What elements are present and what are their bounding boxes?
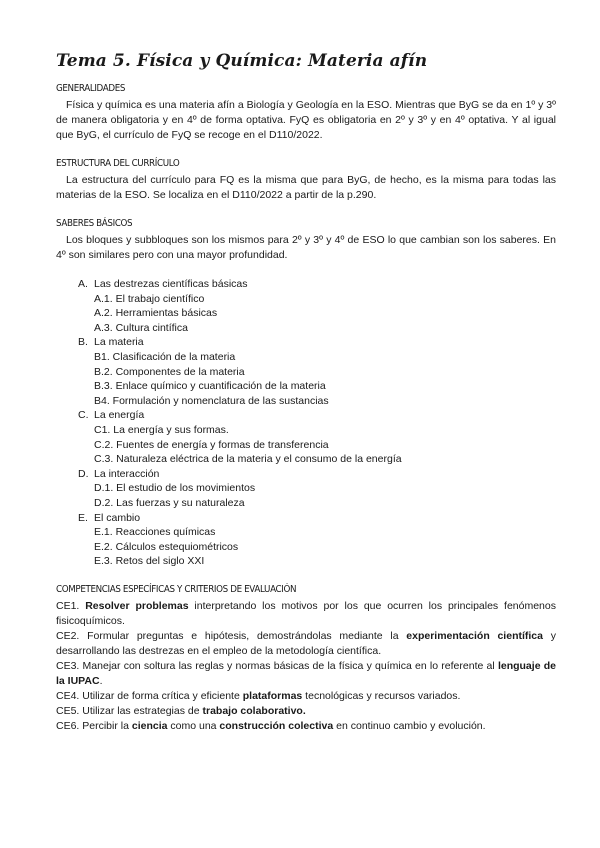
ce1-item (56, 599, 556, 629)
ce6-prefix: CE6. Percibir la (56, 719, 132, 732)
block-label: La interacción (94, 467, 160, 480)
paragraph-generalidades: Física y química es una materia afín a Biología y Geología en la ESO. Mientras que ByG se da en 1º y 3º de manera obligatoria y en 4º de forma optativa. FyQ es obligatoria en 2º y 3º y en 4º optativa. Y al igual que ByG, el currículo de FyQ se recoge en el D110/2022. (56, 99, 556, 141)
block-letter: E. (78, 511, 88, 524)
heading-competencias: COMPETENCIAS ESPECÍFICAS Y CRITERIOS DE EVALUACIÓN (56, 583, 297, 595)
ce3-rest: . (99, 674, 103, 687)
ce6-item (56, 719, 556, 734)
ce6-rest: en continuo cambio y evolución. (333, 719, 486, 732)
block-label: La energía (94, 409, 145, 422)
sub-item: D.2. Las fuerzas y su naturaleza (94, 496, 245, 509)
ce4-keyword: plataformas (242, 689, 303, 702)
ce1-keyword: Resolver problemas (85, 599, 189, 612)
block-label: Las destrezas científicas básicas (94, 278, 248, 290)
ce4-prefix: CE4. Utilizar de forma crítica y eficiente (56, 689, 243, 702)
sub-item: E.3. Retos del siglo XXI (94, 555, 205, 568)
sub-item: A.2. Herramientas básicas (94, 307, 218, 320)
ce3-item (56, 659, 556, 689)
ce5-keyword: trabajo colaborativo. (202, 704, 306, 717)
ce6-keyword-2: construcción colectiva (219, 719, 334, 732)
saberes-block-list (56, 277, 556, 569)
document-page (56, 50, 556, 734)
block-letter: D. (78, 467, 89, 480)
ce6-middle: como una (167, 719, 220, 732)
sub-item: D.1. El estudio de los movimientos (94, 482, 256, 495)
heading-estructura: ESTRUCTURA DEL CURRÍCULO (56, 158, 180, 169)
sub-item: C.2. Fuentes de energía y formas de transferencia (94, 438, 329, 451)
ce5-prefix: CE5. Utilizar las estrategias de (56, 704, 203, 717)
sub-item: C.3. Naturaleza eléctrica de la materia y el consumo de la energía (94, 453, 402, 466)
block-letter: B. (78, 336, 88, 349)
ce4-item (56, 689, 556, 704)
sub-item: A.1. El trabajo científico (94, 292, 205, 305)
ce2-item (56, 629, 556, 659)
page-title: Tema 5. Física y Química: Materia afín (56, 51, 428, 71)
block-e (78, 511, 556, 569)
block-c (78, 408, 556, 466)
block-a (78, 277, 556, 335)
ce3-prefix: CE3. Manejar con soltura las reglas y normas básicas de la física y química en lo referente al (56, 659, 498, 672)
ce2-prefix: CE2. Formular preguntas e hipótesis, demostrándolas mediante la (56, 629, 407, 642)
block-letter: A. (78, 278, 88, 290)
sub-item: E.2. Cálculos estequiométricos (94, 540, 239, 553)
ce6-keyword: ciencia (131, 719, 168, 732)
sub-item: B.3. Enlace químico y cuantificación de la materia (94, 380, 326, 393)
block-d (78, 467, 556, 511)
block-letter: C. (78, 409, 89, 422)
sub-item: E.1. Reacciones químicas (94, 526, 216, 539)
block-label: La materia (94, 336, 144, 349)
paragraph-estructura: La estructura del currículo para FQ es la misma que para ByG, de hecho, es la misma para todas las materias de la ESO. Se localiza en el D110/2022 a partir de la p.290. (56, 174, 556, 201)
ce2-rest: y desarrollando las destrezas en el empleo de la metodología científica. (56, 629, 556, 657)
block-b (78, 335, 556, 408)
competencias-list (56, 599, 556, 734)
ce5-item (56, 704, 556, 719)
sub-item: B1. Clasificación de la materia (94, 350, 236, 363)
ce2-keyword: experimentación científica (406, 629, 543, 642)
paragraph-saberes: Los bloques y subbloques son los mismos para 2º y 3º y 4º de ESO lo que cambian son los saberes. En 4º son similares pero con una mayor profundidad. (56, 234, 556, 261)
ce1-rest: interpretando los motivos por los que ocurren los principales fenómenos fisicoquímicos. (56, 599, 556, 627)
sub-item: A.3. Cultura cintífica (94, 321, 188, 334)
ce3-keyword: lenguaje de la IUPAC (56, 659, 557, 687)
ce4-rest: tecnológicas y recursos variados. (302, 689, 461, 702)
sub-item: B4. Formulación y nomenclatura de las sustancias (94, 394, 329, 407)
heading-generalidades: GENERALIDADES (56, 83, 126, 94)
heading-saberes: SABERES BÁSICOS (56, 218, 133, 229)
sub-item: C1. La energía y sus formas. (94, 423, 229, 436)
sub-item: B.2. Componentes de la materia (94, 365, 245, 378)
block-label: El cambio (94, 511, 141, 524)
ce1-prefix: CE1. (56, 599, 86, 612)
